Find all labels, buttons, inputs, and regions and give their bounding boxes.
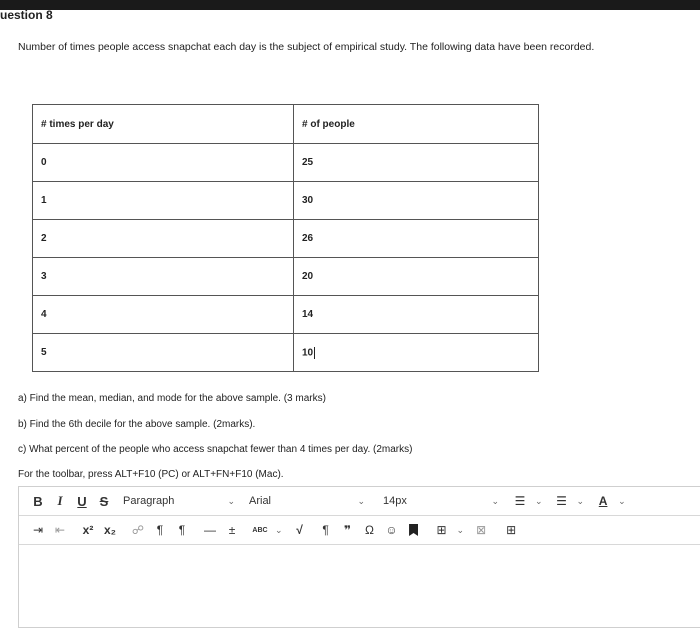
cell-people-value: 10: [302, 347, 314, 359]
special-character-icon[interactable]: Ω: [365, 523, 375, 537]
font-family-select[interactable]: [245, 490, 369, 512]
paragraph-select[interactable]: [119, 490, 239, 512]
cell-times[interactable]: 0: [33, 144, 294, 182]
table-row: [33, 258, 539, 296]
chevron-down-icon[interactable]: ⌄: [275, 524, 283, 535]
pilcrow-icon[interactable]: ¶: [322, 523, 329, 537]
chevron-down-icon: ⌄: [357, 495, 365, 506]
cell-times[interactable]: 1: [33, 182, 294, 220]
outdent-icon[interactable]: ⇤: [54, 523, 66, 537]
question-c: c) What percent of the people who access snapchat fewer than 4 times per day. (2marks): [18, 444, 413, 455]
cell-people[interactable]: 26: [294, 220, 539, 258]
header-times-per-day: # times per day: [33, 105, 294, 144]
table-header-row: [33, 105, 539, 144]
chevron-down-icon: ⌄: [227, 495, 235, 506]
emoji-icon[interactable]: ☺: [385, 523, 398, 537]
font-size-select-label: 14px: [383, 495, 407, 507]
chevron-down-icon[interactable]: ⌄: [618, 495, 626, 506]
bookmark-icon[interactable]: [403, 519, 425, 541]
horizontal-line-icon[interactable]: —: [204, 523, 216, 537]
cell-people[interactable]: 30: [294, 182, 539, 220]
question-label: uestion 8: [0, 8, 53, 22]
insert-table-icon[interactable]: ⊞: [506, 523, 517, 537]
bookmark-shape: [409, 524, 418, 536]
unordered-list-icon[interactable]: ☰: [514, 494, 526, 508]
table-row: [33, 144, 539, 182]
question-b: b) Find the 6th decile for the above sample. (2marks).: [18, 419, 256, 430]
table-row: [33, 334, 539, 372]
cell-times[interactable]: 2: [33, 220, 294, 258]
chevron-down-icon[interactable]: ⌄: [576, 495, 585, 506]
chevron-down-icon: ⌄: [491, 495, 499, 506]
cell-times[interactable]: 5: [33, 334, 294, 372]
table-row: [33, 182, 539, 220]
blockquote-icon[interactable]: ❞: [344, 523, 352, 537]
rich-text-editor: [18, 486, 700, 628]
indent-icon[interactable]: ⇥: [32, 523, 44, 537]
paragraph-select-label: Paragraph: [123, 495, 175, 507]
toolbar-hint: For the toolbar, press ALT+F10 (PC) or ALT+FN+F10 (Mac).: [18, 469, 284, 480]
text-cursor: [314, 347, 315, 359]
table-row: [33, 296, 539, 334]
font-family-select-label: Arial: [249, 495, 272, 507]
ordered-list-icon[interactable]: ☰: [556, 494, 567, 508]
rtl-icon[interactable]: ¶: [178, 523, 186, 537]
cell-people[interactable]: 14: [294, 296, 539, 334]
superscript-button[interactable]: x²: [82, 523, 94, 537]
font-size-select[interactable]: [379, 490, 503, 512]
header-number-of-people: # of people: [294, 105, 539, 144]
chevron-down-icon[interactable]: ⌄: [456, 524, 465, 535]
question-a: a) Find the mean, median, and mode for the above sample. (3 marks): [18, 393, 326, 404]
subscript-button[interactable]: x₂: [103, 523, 116, 537]
cell-times[interactable]: 4: [33, 296, 294, 334]
plus-minus-icon[interactable]: ±: [228, 523, 236, 537]
toolbar-row-2: [19, 516, 700, 545]
math-icon[interactable]: √: [296, 523, 303, 537]
spellcheck-icon[interactable]: ABC: [252, 526, 268, 534]
bold-button[interactable]: B: [33, 493, 43, 509]
ltr-icon[interactable]: ¶: [156, 523, 164, 537]
data-table: [32, 104, 539, 372]
cell-people-active[interactable]: [294, 334, 539, 372]
editor-content-area[interactable]: [19, 545, 700, 625]
toolbar-row-1: [19, 487, 700, 516]
unlink-icon[interactable]: ☍: [131, 523, 145, 537]
table-icon[interactable]: ⊞: [436, 523, 447, 537]
italic-button[interactable]: I: [57, 493, 63, 508]
underline-button[interactable]: U: [77, 493, 87, 509]
table-row: [33, 220, 539, 258]
cell-times[interactable]: 3: [33, 258, 294, 296]
cell-people[interactable]: 20: [294, 258, 539, 296]
text-color-icon[interactable]: A: [598, 494, 608, 508]
cell-people[interactable]: 25: [294, 144, 539, 182]
chevron-down-icon[interactable]: ⌄: [535, 495, 543, 506]
strikethrough-button[interactable]: S: [99, 493, 109, 509]
top-bar: [0, 0, 700, 10]
question-prompt: Number of times people access snapchat each day is the subject of empirical study. The following data have been recorded.: [18, 41, 595, 53]
clear-format-icon[interactable]: ⊠: [476, 523, 487, 537]
